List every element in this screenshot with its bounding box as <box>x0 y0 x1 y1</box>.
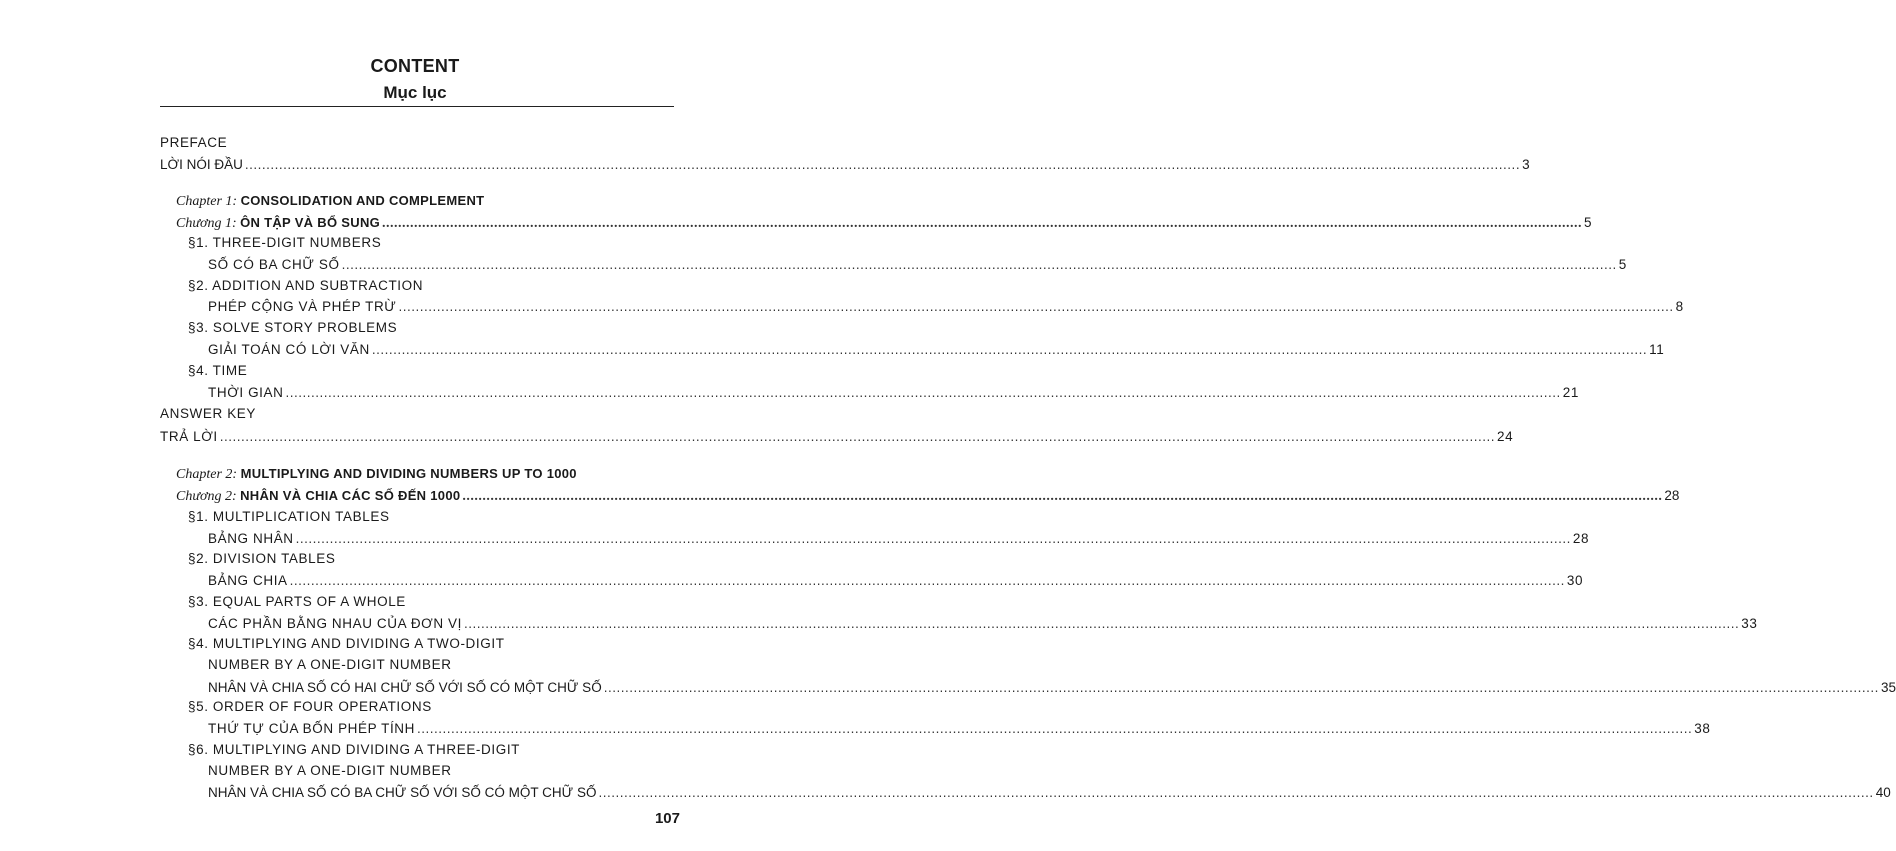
toc-section-en: §2. ADDITION AND SUBTRACTION <box>188 278 424 293</box>
leader-dots: ............................................................................................................................................................................................................................................................................................................ <box>462 489 1663 504</box>
leader-dots: ............................................................................................................................................................................................................................................................................................................ <box>464 616 1740 631</box>
toc-section-vi[interactable]: NHÂN VÀ CHIA SỐ CÓ HAI CHỮ SỐ VỚI SỐ CÓ MỘT CHỮ SỐ ............................................................................................................................................................................................................................................................................................................ 35 <box>160 678 722 698</box>
page-title: CONTENT <box>370 56 460 76</box>
leader-dots: ............................................................................................................................................................................................................................................................................................................ <box>289 573 1565 588</box>
leader-dots: ............................................................................................................................................................................................................................................................................................................ <box>219 429 1496 444</box>
page-number: 3 <box>1522 157 1530 172</box>
toc-chapter-2-vi[interactable]: Chương 2: NHÂN VÀ CHIA CÁC SỐ ĐẾN 1000 ............................................................................................................................................................................................................................................................................................................ 28 <box>160 486 690 506</box>
leader-dots: ............................................................................................................................................................................................................................................................................................................ <box>371 342 1648 357</box>
toc-heading-preface: PREFACE <box>160 135 228 150</box>
toc-section-vi[interactable]: NHÂN VÀ CHIA SỐ CÓ BA CHỮ SỐ VỚI SỐ CÓ MỘT CHỮ SỐ ............................................................................................................................................................................................................................................................................................................ 40 <box>160 783 722 803</box>
toc-section-en-cont: NUMBER BY A ONE-DIGIT NUMBER <box>208 763 452 778</box>
leader-dots: ............................................................................................................................................................................................................................................................................................................ <box>598 785 1874 800</box>
page-subtitle: Mục lục <box>383 83 447 102</box>
page-number: 11 <box>1649 342 1665 357</box>
toc-chapter-1-en: Chapter 1: CONSOLIDATION AND COMPLEMENT <box>176 193 485 209</box>
page-number: 35 <box>1880 680 1896 695</box>
page-number: 28 <box>1572 531 1590 546</box>
page-number: 8 <box>1675 299 1684 314</box>
toc-section-vi[interactable]: BẢNG CHIA ............................................................................................................................................................................................................................................................................................................ 30 <box>160 571 722 591</box>
toc-section-en: §4. TIME <box>188 363 248 378</box>
page-number: 30 <box>1566 573 1584 588</box>
toc-section-vi[interactable]: BẢNG NHÂN ............................................................................................................................................................................................................................................................................................................ 28 <box>160 529 722 549</box>
leader-dots: ............................................................................................................................................................................................................................................................................................................ <box>603 680 1879 695</box>
toc-section-en: §5. ORDER OF FOUR OPERATIONS <box>188 699 432 714</box>
leader-dots: ............................................................................................................................................................................................................................................................................................................ <box>244 157 1521 172</box>
toc-entry-preface-vi[interactable]: LỜI NÓI ĐẦU ............................................................................................................................................................................................................................................................................................................ 3 <box>160 155 674 175</box>
toc-chapter-2-en: Chapter 2: MULTIPLYING AND DIVIDING NUMBERS UP TO 1000 <box>176 466 577 482</box>
toc-section-vi[interactable]: GIẢI TOÁN CÓ LỜI VĂN ............................................................................................................................................................................................................................................................................................................ 11 <box>160 340 722 360</box>
page-number: 33 <box>1741 616 1758 631</box>
leader-dots: ............................................................................................................................................................................................................................................................................................................ <box>398 299 1674 314</box>
title-rule <box>160 106 674 107</box>
page-number: 5 <box>1584 215 1592 230</box>
leader-dots: ............................................................................................................................................................................................................................................................................................................ <box>285 385 1561 400</box>
toc-section-en: §6. MULTIPLYING AND DIVIDING A THREE-DIGIT <box>188 742 521 757</box>
toc-section-vi[interactable]: PHÉP CỘNG VÀ PHÉP TRỪ ............................................................................................................................................................................................................................................................................................................ 8 <box>160 297 722 317</box>
toc-section-en: §1. MULTIPLICATION TABLES <box>188 509 390 524</box>
toc-heading-answer-key: ANSWER KEY <box>160 406 257 421</box>
toc-section-en: §2. DIVISION TABLES <box>188 551 336 566</box>
toc-section-en-cont: NUMBER BY A ONE-DIGIT NUMBER <box>208 657 452 672</box>
toc-chapter-1-vi[interactable]: Chương 1: ÔN TẬP VÀ BỔ SUNG ............................................................................................................................................................................................................................................................................................................ 5 <box>160 213 690 233</box>
toc-entry-answer-key-vi[interactable]: TRẢ LỜI ............................................................................................................................................................................................................................................................................................................ 24 <box>160 427 674 447</box>
leader-dots: ............................................................................................................................................................................................................................................................................................................ <box>417 721 1693 736</box>
page-margin <box>0 0 104 851</box>
toc-section-vi[interactable]: THỜI GIAN ............................................................................................................................................................................................................................................................................................................ 21 <box>160 383 722 403</box>
page-number: 38 <box>1694 721 1711 736</box>
toc-section-vi[interactable]: THỨ TỰ CỦA BỐN PHÉP TÍNH ............................................................................................................................................................................................................................................................................................................ 38 <box>160 719 722 739</box>
page-number: 5 <box>1618 257 1627 272</box>
page-number: 28 <box>1664 488 1680 503</box>
footer-page-number: 107 <box>654 810 680 827</box>
leader-dots: ............................................................................................................................................................................................................................................................................................................ <box>295 531 1571 546</box>
toc-section-en: §3. SOLVE STORY PROBLEMS <box>188 320 398 335</box>
page-number: 24 <box>1497 429 1514 444</box>
page-number: 40 <box>1875 785 1891 800</box>
toc-section-vi[interactable]: SỐ CÓ BA CHỮ SỐ ............................................................................................................................................................................................................................................................................................................ 5 <box>160 255 722 275</box>
leader-dots: ............................................................................................................................................................................................................................................................................................................ <box>341 257 1617 272</box>
toc-section-en: §1. THREE-DIGIT NUMBERS <box>188 235 382 250</box>
toc-section-en: §4. MULTIPLYING AND DIVIDING A TWO-DIGIT <box>188 636 505 651</box>
page-number: 21 <box>1562 385 1579 400</box>
leader-dots: ............................................................................................................................................................................................................................................................................................................ <box>382 216 1583 231</box>
toc-section-vi[interactable]: CÁC PHẦN BẰNG NHAU CỦA ĐƠN VỊ ............................................................................................................................................................................................................................................................................................................ 33 <box>160 614 722 634</box>
toc-section-en: §3. EQUAL PARTS OF A WHOLE <box>188 594 406 609</box>
